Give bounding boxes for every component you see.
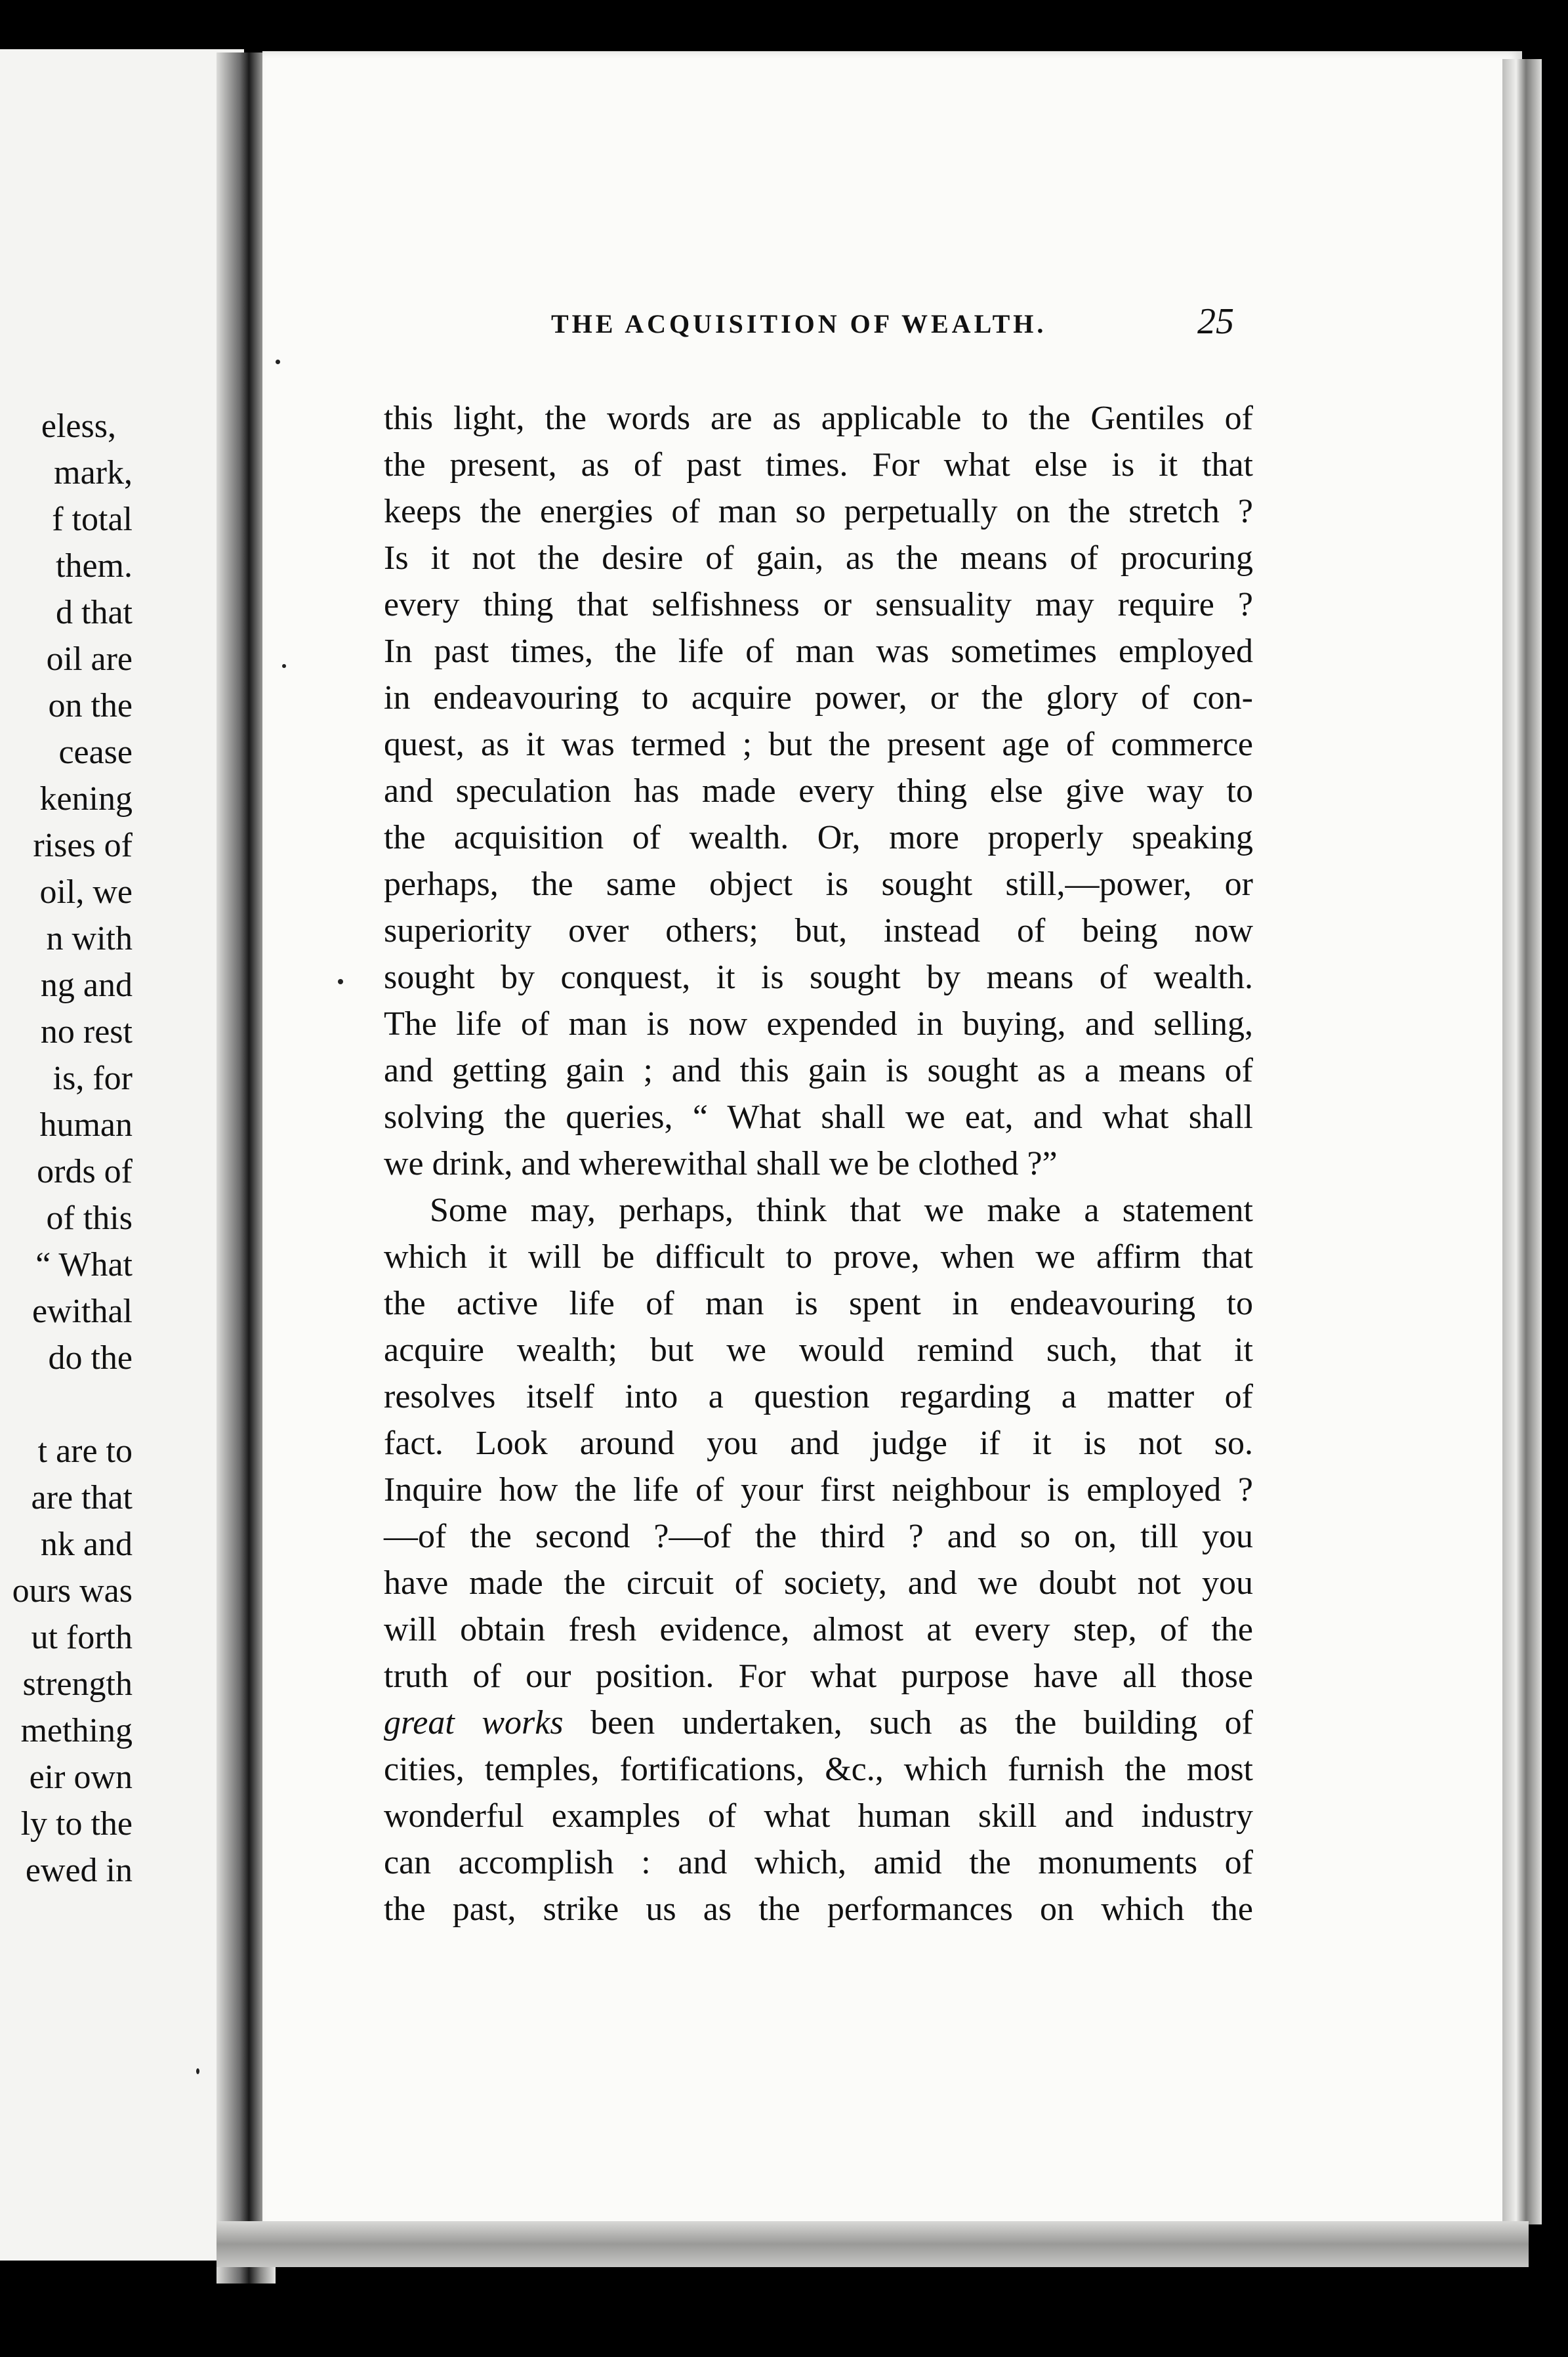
text-line: wonderful examples of what human skill and industry: [384, 1797, 1253, 1835]
text-line: which it will be difficult to prove, when we affirm that: [384, 1238, 1253, 1276]
text-line: In past times, the life of man was sometimes employed: [384, 633, 1253, 670]
text-line: the present, as of past times. For what else is it that: [384, 446, 1253, 484]
left-page-fragment: t are to: [37, 1432, 133, 1470]
text-line: —of the second ?—of the third ? and so on, till you: [384, 1518, 1253, 1555]
left-page-fragment: ewithal: [31, 1293, 133, 1330]
text-line: we drink, and wherewithal shall we be clothed ?”: [384, 1145, 1058, 1182]
left-page-fragment: no rest: [40, 1013, 133, 1051]
left-facing-page: [0, 49, 244, 2261]
left-page-fragment: oil, we: [39, 873, 133, 911]
text-line: Is it not the desire of gain, as the means of procuring: [384, 539, 1253, 577]
scan-speck: [276, 360, 280, 364]
text-line: the active life of man is spent in endeavouring to: [384, 1285, 1253, 1322]
paragraph-start-line: Some may, perhaps, think that we make a statement: [430, 1192, 1253, 1229]
page-edge: [1502, 59, 1542, 2224]
left-page-fragment: of this: [46, 1199, 133, 1237]
page-number: 25: [1197, 301, 1234, 342]
left-page-fragment: ewed in: [25, 1852, 133, 1889]
line-remainder: been undertaken, such as the building of: [590, 1704, 1253, 1742]
left-page-fragment: rises of: [33, 827, 133, 864]
left-page-fragment: mething: [20, 1712, 133, 1749]
text-line: cities, temples, fortifications, &c., which furnish the most: [384, 1751, 1253, 1788]
text-line: Inquire how the life of your first neighbour is employed ?: [384, 1471, 1253, 1509]
text-line: solving the queries, “ What shall we eat, and what shall: [384, 1098, 1253, 1136]
body-text: [384, 395, 1253, 1932]
left-page-fragment: nk and: [40, 1526, 133, 1563]
text-line: can accomplish : and which, amid the monuments of: [384, 1844, 1253, 1881]
left-page-fragment: kening: [39, 780, 133, 818]
text-line: the past, strike us as the performances on which the: [384, 1890, 1253, 1928]
italic-phrase: great works: [384, 1704, 564, 1742]
text-line: fact. Look around you and judge if it is not so.: [384, 1425, 1253, 1462]
page-bottom-edge: [217, 2221, 1529, 2267]
text-line-with-italic: [384, 1700, 1253, 1746]
text-line: this light, the words are as applicable to the Gentiles of: [384, 400, 1253, 437]
left-page-fragment: “ What: [35, 1246, 133, 1283]
text-line: every thing that selfishness or sensuality may require ?: [384, 586, 1253, 623]
left-page-fragment: ours was: [12, 1572, 133, 1610]
text-line: resolves itself into a question regarding a matter of: [384, 1378, 1253, 1415]
left-page-fragment: on the: [48, 687, 133, 724]
left-page-fragment: is, for: [52, 1060, 133, 1097]
text-line: The life of man is now expended in buying, and selling,: [384, 1005, 1253, 1043]
left-page-fragment: eir own: [29, 1759, 133, 1796]
text-line: truth of our position. For what purpose have all those: [384, 1658, 1253, 1695]
left-page-fragment: them.: [56, 547, 133, 585]
left-page-fragment: cease: [58, 734, 133, 771]
text-line: and getting gain ; and this gain is sought as a means of: [384, 1052, 1253, 1089]
text-line: the acquisition of wealth. Or, more properly speaking: [384, 819, 1253, 856]
left-page-fragment: f total: [52, 501, 133, 538]
left-page-fragment: human: [39, 1106, 133, 1144]
scan-speck: [338, 979, 343, 984]
text-line: quest, as it was termed ; but the present age of commerce: [384, 726, 1253, 763]
left-page-fragment: strength: [22, 1665, 133, 1703]
scan-speck: [282, 664, 286, 668]
text-line: sought by conquest, it is sought by means of wealth.: [384, 959, 1253, 996]
text-line: perhaps, the same object is sought still,—power, or: [384, 866, 1253, 903]
text-line: keeps the energies of man so perpetually on the stretch ?: [384, 493, 1253, 530]
left-page-fragment: n with: [46, 920, 133, 957]
text-line: and speculation has made every thing else give way to: [384, 772, 1253, 810]
running-head: THE ACQUISITION OF WEALTH.: [551, 309, 1047, 339]
text-line: acquire wealth; but we would remind such, that it: [384, 1331, 1253, 1369]
left-page-fragment: oil are: [46, 640, 133, 678]
left-page-fragment: eless,: [41, 407, 116, 445]
left-page-fragment: are that: [31, 1479, 133, 1516]
left-page-fragment: d that: [56, 594, 133, 631]
left-page-fragment: ut forth: [31, 1619, 133, 1656]
text-line: in endeavouring to acquire power, or the glory of con-: [384, 679, 1253, 717]
text-line: superiority over others; but, instead of being now: [384, 912, 1253, 949]
left-page-fragment: ng and: [40, 967, 133, 1004]
left-page-fragment: mark,: [54, 454, 133, 491]
left-page-fragment: ords of: [37, 1153, 133, 1190]
left-page-fragment: ly to the: [20, 1805, 133, 1843]
text-line: will obtain fresh evidence, almost at every step, of the: [384, 1611, 1253, 1648]
text-line: have made the circuit of society, and we doubt not you: [384, 1564, 1253, 1602]
scan-speck: [196, 2068, 199, 2074]
left-page-fragment: do the: [48, 1339, 133, 1377]
